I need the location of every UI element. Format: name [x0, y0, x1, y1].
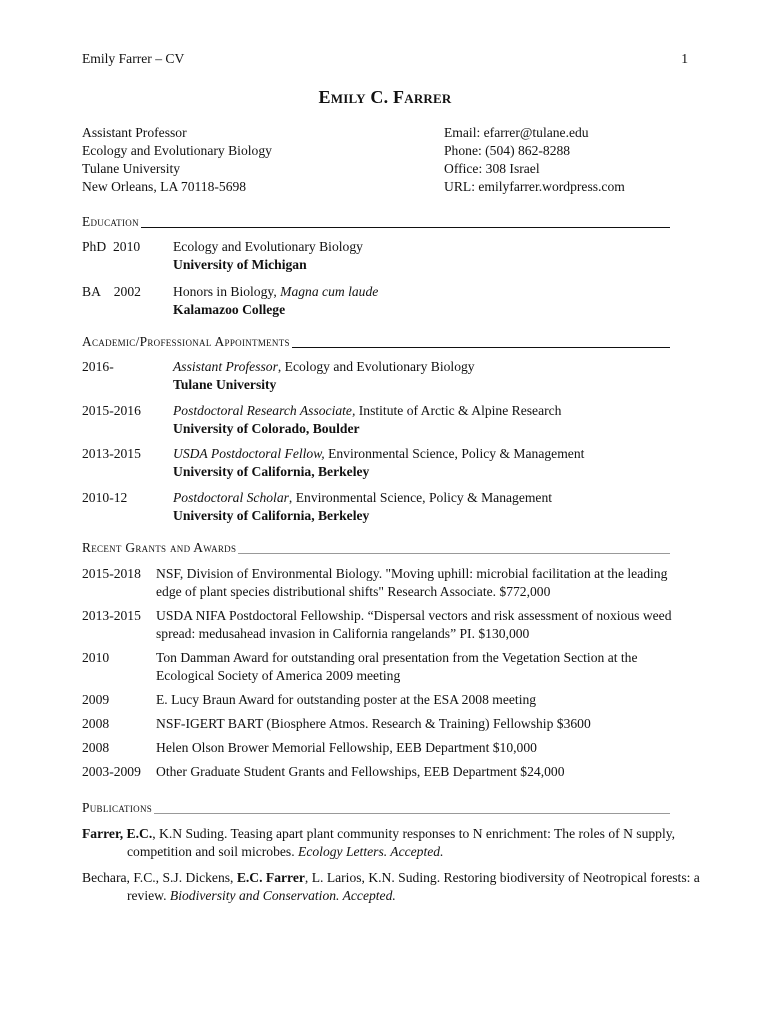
section-title: Academic/Professional Appointments — [82, 334, 290, 349]
education-section — [82, 213, 670, 319]
section-title: Recent Grants and Awards — [82, 540, 237, 555]
running-header — [82, 50, 688, 68]
publication-title: Teasing apart plant community responses to N enrichment: The roles of N supply, competition and soil microbes. — [127, 826, 676, 859]
appointment-role: Postdoctoral Research Associate, Institute of Arctic & Alpine Research — [173, 403, 562, 418]
publications-heading — [82, 799, 670, 817]
affiliation-line: Assistant Professor — [82, 125, 187, 140]
grant-description: Helen Olson Brower Memorial Fellowship, EEB Department $10,000 — [156, 740, 537, 755]
publications-section — [82, 799, 700, 905]
contact-phone: Phone: (504) 862-8288 — [444, 143, 571, 158]
grant-date: 2003-2009 — [82, 764, 141, 779]
section-rule — [154, 813, 670, 814]
grant-date: 2015-2018 — [82, 566, 141, 581]
contact-affiliation — [82, 124, 272, 196]
grant-date: 2010 — [82, 650, 110, 665]
appointment-institution: University of Colorado, Boulder — [173, 421, 360, 436]
degree-date: PhD 2010 — [82, 239, 141, 254]
degree-field: Honors in Biology, Magna cum laude — [173, 284, 379, 299]
grant-date: 2008 — [82, 740, 110, 755]
grant-description: NSF, Division of Environmental Biology. "Moving uphill: microbial facilitation at the leading edge of plant species distributional shifts" Research Associate. $772,000 — [156, 566, 668, 599]
section-title: Education — [82, 214, 139, 229]
grant-description: Other Graduate Student Grants and Fellowships, EEB Department $24,000 — [156, 764, 565, 779]
grant-entry — [82, 691, 682, 709]
grants-section — [82, 539, 670, 781]
appointment-entry — [82, 402, 670, 438]
publication-venue: Ecology Letters. Accepted. — [298, 844, 444, 859]
grant-date: 2013-2015 — [82, 608, 141, 623]
publication-entry: Bechara, F.C., S.J. Dickens, E.C. Farrer, L. Larios, K.N. Suding. Restoring biodiversity of Neotropical forests: a review. Biodiversity and Conservation. Accepted. — [82, 870, 700, 903]
section-rule — [141, 227, 670, 228]
affiliation-line: Tulane University — [82, 161, 181, 176]
grant-entry — [82, 607, 682, 643]
publication-entry: Farrer, E.C., K.N Suding. Teasing apart plant community responses to N enrichment: The roles of N supply, competition and soil microbes. Ecology Letters. Accepted. — [82, 826, 676, 859]
cv-name: Emily C. Farrer — [318, 87, 452, 107]
grant-entry — [82, 649, 682, 685]
education-heading — [82, 213, 670, 231]
appointment-entry — [82, 489, 670, 525]
grants-heading — [82, 539, 670, 557]
section-rule — [238, 553, 670, 554]
affiliation-line: Ecology and Evolutionary Biology — [82, 143, 272, 158]
appointment-date: 2016- — [82, 359, 114, 374]
appointment-date: 2015-2016 — [82, 403, 141, 418]
appointment-role: Postdoctoral Scholar, Environmental Science, Policy & Management — [173, 490, 553, 505]
grant-date: 2009 — [82, 692, 110, 707]
appointment-entry — [82, 358, 670, 394]
running-title: Emily Farrer – CV — [82, 51, 185, 66]
affiliation-line: New Orleans, LA 70118-5698 — [82, 179, 247, 194]
appointment-institution: University of California, Berkeley — [173, 464, 370, 479]
publication-venue: Biodiversity and Conservation. Accepted. — [169, 888, 396, 903]
contact-email: Email: efarrer@tulane.edu — [444, 125, 589, 140]
degree-institution: Kalamazoo College — [173, 302, 286, 317]
section-title: Publications — [82, 800, 153, 815]
appointments-section — [82, 333, 670, 525]
grant-description: USDA NIFA Postdoctoral Fellowship. “Dispersal vectors and risk assessment of noxious weed spread: medusahead invasion in California rangelands” PI. $130,000 — [156, 608, 672, 641]
grant-description: Ton Damman Award for outstanding oral presentation from the Vegetation Section at the Ecological Society of America 2009 meeting — [156, 650, 638, 683]
appointments-heading — [82, 333, 670, 351]
grant-date: 2008 — [82, 716, 110, 731]
cv-page — [82, 0, 700, 1024]
grant-entry — [82, 763, 682, 781]
appointment-institution: Tulane University — [173, 377, 277, 392]
grant-entry — [82, 715, 682, 733]
highlighted-author: Farrer, E.C. — [82, 826, 153, 841]
degree-institution: University of Michigan — [173, 257, 307, 272]
appointment-entry — [82, 445, 670, 481]
grant-entry — [82, 565, 682, 601]
publication-title: Restoring biodiversity of Neotropical forests: a review. — [127, 870, 700, 903]
appointment-date: 2010-12 — [82, 490, 128, 505]
appointment-institution: University of California, Berkeley — [173, 508, 370, 523]
appointment-role: USDA Postdoctoral Fellow, Environmental Science, Policy & Management — [173, 446, 585, 461]
appointment-date: 2013-2015 — [82, 446, 141, 461]
highlighted-author: E.C. Farrer — [236, 870, 305, 885]
contact-details — [444, 124, 625, 196]
grant-description: NSF-IGERT BART (Biosphere Atmos. Research & Training) Fellowship $3600 — [156, 716, 591, 731]
degree-date: BA 2002 — [82, 284, 141, 299]
education-entry — [82, 238, 670, 274]
appointment-role: Assistant Professor, Ecology and Evolutionary Biology — [173, 359, 475, 374]
contact-url: URL: emilyfarrer.wordpress.com — [444, 179, 625, 194]
grant-entry — [82, 739, 682, 757]
contact-office: Office: 308 Israel — [444, 161, 540, 176]
education-entry — [82, 283, 670, 319]
degree-field: Ecology and Evolutionary Biology — [173, 239, 363, 254]
grant-description: E. Lucy Braun Award for outstanding poster at the ESA 2008 meeting — [156, 692, 537, 707]
page-number: 1 — [681, 51, 688, 66]
section-rule — [292, 347, 670, 348]
